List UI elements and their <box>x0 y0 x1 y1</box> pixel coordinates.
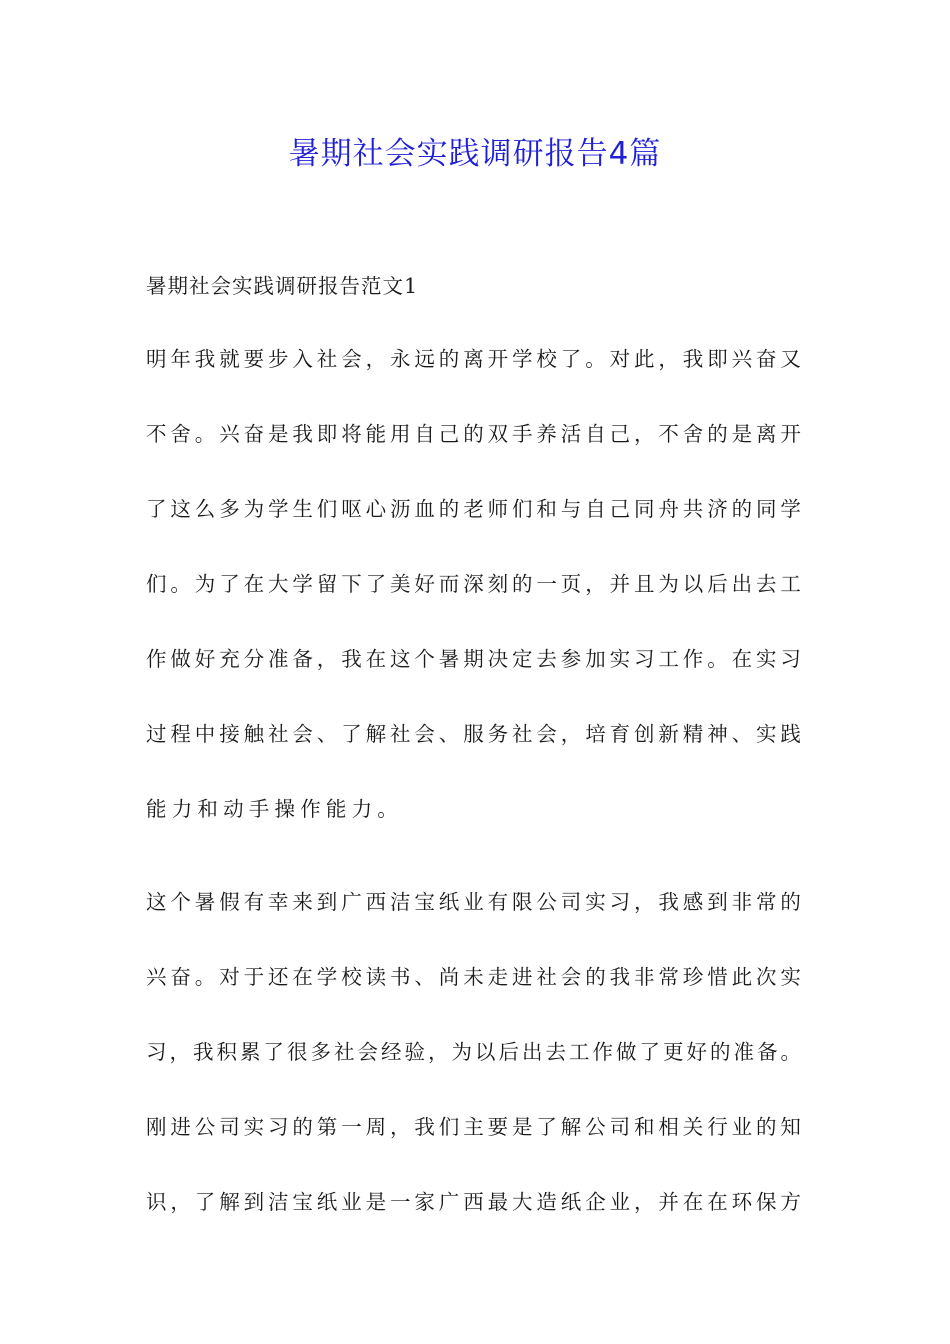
text-line: 不舍。兴奋是我即将能用自己的双手养活自己，不舍的是离开 <box>146 422 805 446</box>
paragraph <box>146 340 806 865</box>
text-line: 刚进公司实习的第一周，我们主要是了解公司和相关行业的知 <box>146 1115 805 1139</box>
text-line: 兴奋。对于还在学校读书、尚未走进社会的我非常珍惜此次实 <box>146 965 805 989</box>
paragraph <box>146 883 806 1258</box>
section-subtitle: 暑期社会实践调研报告范文1 <box>146 274 419 298</box>
text-line: 这个暑假有幸来到广西洁宝纸业有限公司实习，我感到非常的 <box>146 890 805 914</box>
document-body <box>146 268 806 1258</box>
text-line: 作做好充分准备，我在这个暑期决定去参加实习工作。在实习 <box>146 647 805 671</box>
text-line: 了这么多为学生们呕心沥血的老师们和与自己同舟共济的同学 <box>146 497 805 521</box>
text-line: 们。为了在大学留下了美好而深刻的一页，并且为以后出去工 <box>146 572 805 596</box>
text-line: 过程中接触社会、了解社会、服务社会，培育创新精神、实践 <box>146 722 805 746</box>
text-line: 识，了解到洁宝纸业是一家广西最大造纸企业，并在在环保方 <box>146 1190 805 1214</box>
text-line: 能力和动手操作能力。 <box>146 797 403 821</box>
document-title: 暑期社会实践调研报告4篇 <box>288 136 662 172</box>
text-line: 明年我就要步入社会，永远的离开学校了。对此，我即兴奋又 <box>146 347 805 371</box>
text-line: 习，我积累了很多社会经验，为以后出去工作做了更好的准备。 <box>146 1040 804 1064</box>
